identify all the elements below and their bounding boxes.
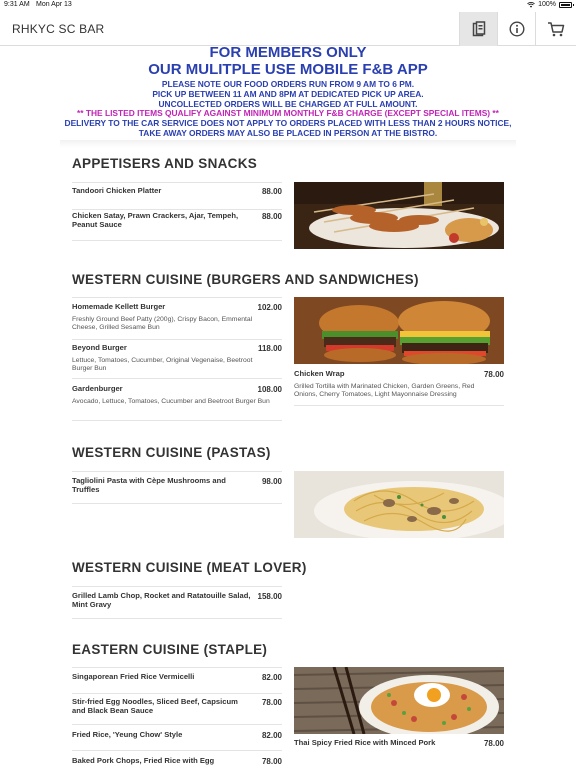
item-name: Stir-fried Egg Noodles, Sliced Beef, Capsicum and Black Bean Sauce: [72, 697, 238, 715]
status-right: [527, 1, 572, 8]
item-price: 82.00: [261, 731, 282, 740]
menu-item[interactable]: [294, 370, 504, 406]
menu-item[interactable]: [294, 739, 504, 759]
section-title-pastas: WESTERN CUISINE (PASTAS): [72, 445, 271, 460]
pasta-photo[interactable]: [294, 471, 504, 538]
info-icon: [509, 21, 525, 37]
item-name: Tandoori Chicken Platter: [72, 186, 162, 195]
menu-item[interactable]: [72, 673, 282, 694]
item-name: Singaporean Fried Rice Vermicelli: [72, 672, 195, 681]
item-name: Chicken Satay, Prawn Crackers, Ajar, Tempeh, Peanut Sauce: [72, 211, 239, 229]
item-price: 78.00: [483, 370, 504, 379]
menu-item[interactable]: [72, 477, 282, 504]
notice-line: UNCOLLECTED ORDERS WILL BE CHARGED AT FULL AMOUNT.: [158, 98, 418, 109]
item-name: Fried Rice, 'Yeung Chow' Style: [72, 730, 183, 739]
item-name: Beyond Burger: [72, 343, 127, 352]
app-header: [0, 12, 576, 46]
notice-line: PLEASE NOTE OUR FOOD ORDERS RUN FROM 9 AM TO 6 PM.: [161, 79, 415, 89]
item-name: Chicken Wrap: [294, 369, 345, 378]
item-price: 78.00: [261, 757, 282, 766]
info-button[interactable]: [497, 12, 535, 46]
section-title-meat-lover: WESTERN CUISINE (MEAT LOVER): [72, 560, 307, 575]
item-description: Avocado, Lettuce, Tomatoes, Cucumber and Beetroot Burger Bun: [72, 397, 270, 405]
burger-image: [294, 297, 504, 364]
menu-button[interactable]: [459, 12, 497, 46]
wifi-icon: [527, 2, 535, 8]
satay-image: [294, 182, 504, 249]
pasta-image: [294, 471, 504, 538]
battery-icon: [559, 2, 572, 8]
menu-item[interactable]: [72, 385, 282, 421]
item-description: Freshly Ground Beef Patty (200g), Crispy Bacon, Emmental Cheese, Grilled Sesame Bun: [72, 315, 253, 331]
item-price: 88.00: [261, 212, 282, 221]
menu-item[interactable]: [72, 698, 282, 725]
notice-divider: [60, 140, 516, 148]
battery-percent: 100%: [538, 1, 556, 8]
list-top-border: [72, 667, 282, 668]
status-time: 9:31 AM: [4, 1, 30, 8]
fried-rice-photo[interactable]: [294, 667, 504, 734]
item-price: 158.00: [257, 592, 282, 601]
cart-icon: [547, 21, 565, 37]
item-price: 82.00: [261, 673, 282, 682]
section-title-appetisers: APPETISERS AND SNACKS: [72, 156, 258, 171]
notice-line: PICK UP BETWEEN 11 AM AND 8PM AT DEDICATED PICK UP AREA.: [152, 88, 424, 99]
menu-book-icon: [472, 21, 486, 37]
menu-item[interactable]: [72, 303, 282, 340]
item-price: 102.00: [257, 303, 282, 312]
section-title-burgers: WESTERN CUISINE (BURGERS AND SANDWICHES): [72, 272, 419, 287]
notice-heading-1: FOR MEMBERS ONLY: [209, 44, 367, 61]
notice-line: TAKE AWAY ORDERS MAY ALSO BE PLACED IN PERSON AT THE BISTRO.: [138, 127, 438, 138]
menu-item[interactable]: [72, 212, 282, 241]
item-name: Grilled Lamb Chop, Rocket and Ratatouille Salad, Mint Gravy: [72, 591, 251, 609]
item-name: Tagliolini Pasta with Cèpe Mushrooms and Truffles: [72, 476, 226, 494]
list-top-border: [72, 297, 282, 298]
menu-item[interactable]: [72, 187, 282, 210]
notice-special-line: ** THE LISTED ITEMS QUALIFY AGAINST MINIMUM MONTHLY F&B CHARGE (EXCEPT SPECIAL ITEMS) **: [77, 108, 499, 119]
item-price: 78.00: [261, 698, 282, 707]
list-top-border: [72, 471, 282, 472]
item-price: 118.00: [257, 344, 282, 353]
members-notice: [0, 44, 576, 139]
list-top-border: [72, 182, 282, 183]
section-title-eastern: EASTERN CUISINE (STAPLE): [72, 642, 268, 657]
notice-line: DELIVERY TO THE CAR SERVICE DOES NOT APPLY TO ORDERS PLACED WITH LESS THAN 2 HOURS NOTICE,: [64, 118, 512, 129]
item-price: 78.00: [483, 739, 504, 748]
item-price: 108.00: [257, 385, 282, 394]
notice-heading-2: OUR MULITPLE USE MOBILE F&B APP: [148, 61, 428, 78]
status-date: Mon Apr 13: [36, 1, 72, 8]
list-top-border: [72, 586, 282, 587]
status-bar: [0, 0, 576, 12]
item-name: Homemade Kellett Burger: [72, 302, 166, 311]
item-name: Baked Pork Chops, Fried Rice with Egg: [72, 756, 215, 765]
item-price: 98.00: [261, 477, 282, 486]
item-description: Lettuce, Tomatoes, Cucumber, Original Vegenaise, Beetroot Burger Bun: [72, 356, 253, 372]
menu-item[interactable]: [72, 757, 282, 768]
menu-item[interactable]: [72, 344, 282, 379]
item-name: Gardenburger: [72, 384, 123, 393]
item-description: Grilled Tortilla with Marinated Chicken, Garden Greens, Red Onions, Cherry Tomatoes, Light Mayonnaise Dressing: [294, 382, 475, 398]
menu-item[interactable]: [72, 731, 282, 751]
cart-button[interactable]: [535, 12, 576, 46]
item-price: 88.00: [261, 187, 282, 196]
item-name: Thai Spicy Fried Rice with Minced Pork: [294, 738, 436, 747]
app-title: RHKYC SC BAR: [12, 22, 105, 36]
burger-photo[interactable]: [294, 297, 504, 364]
menu-item[interactable]: [72, 592, 282, 619]
satay-photo[interactable]: [294, 182, 504, 249]
fried-rice-image: [294, 667, 504, 734]
